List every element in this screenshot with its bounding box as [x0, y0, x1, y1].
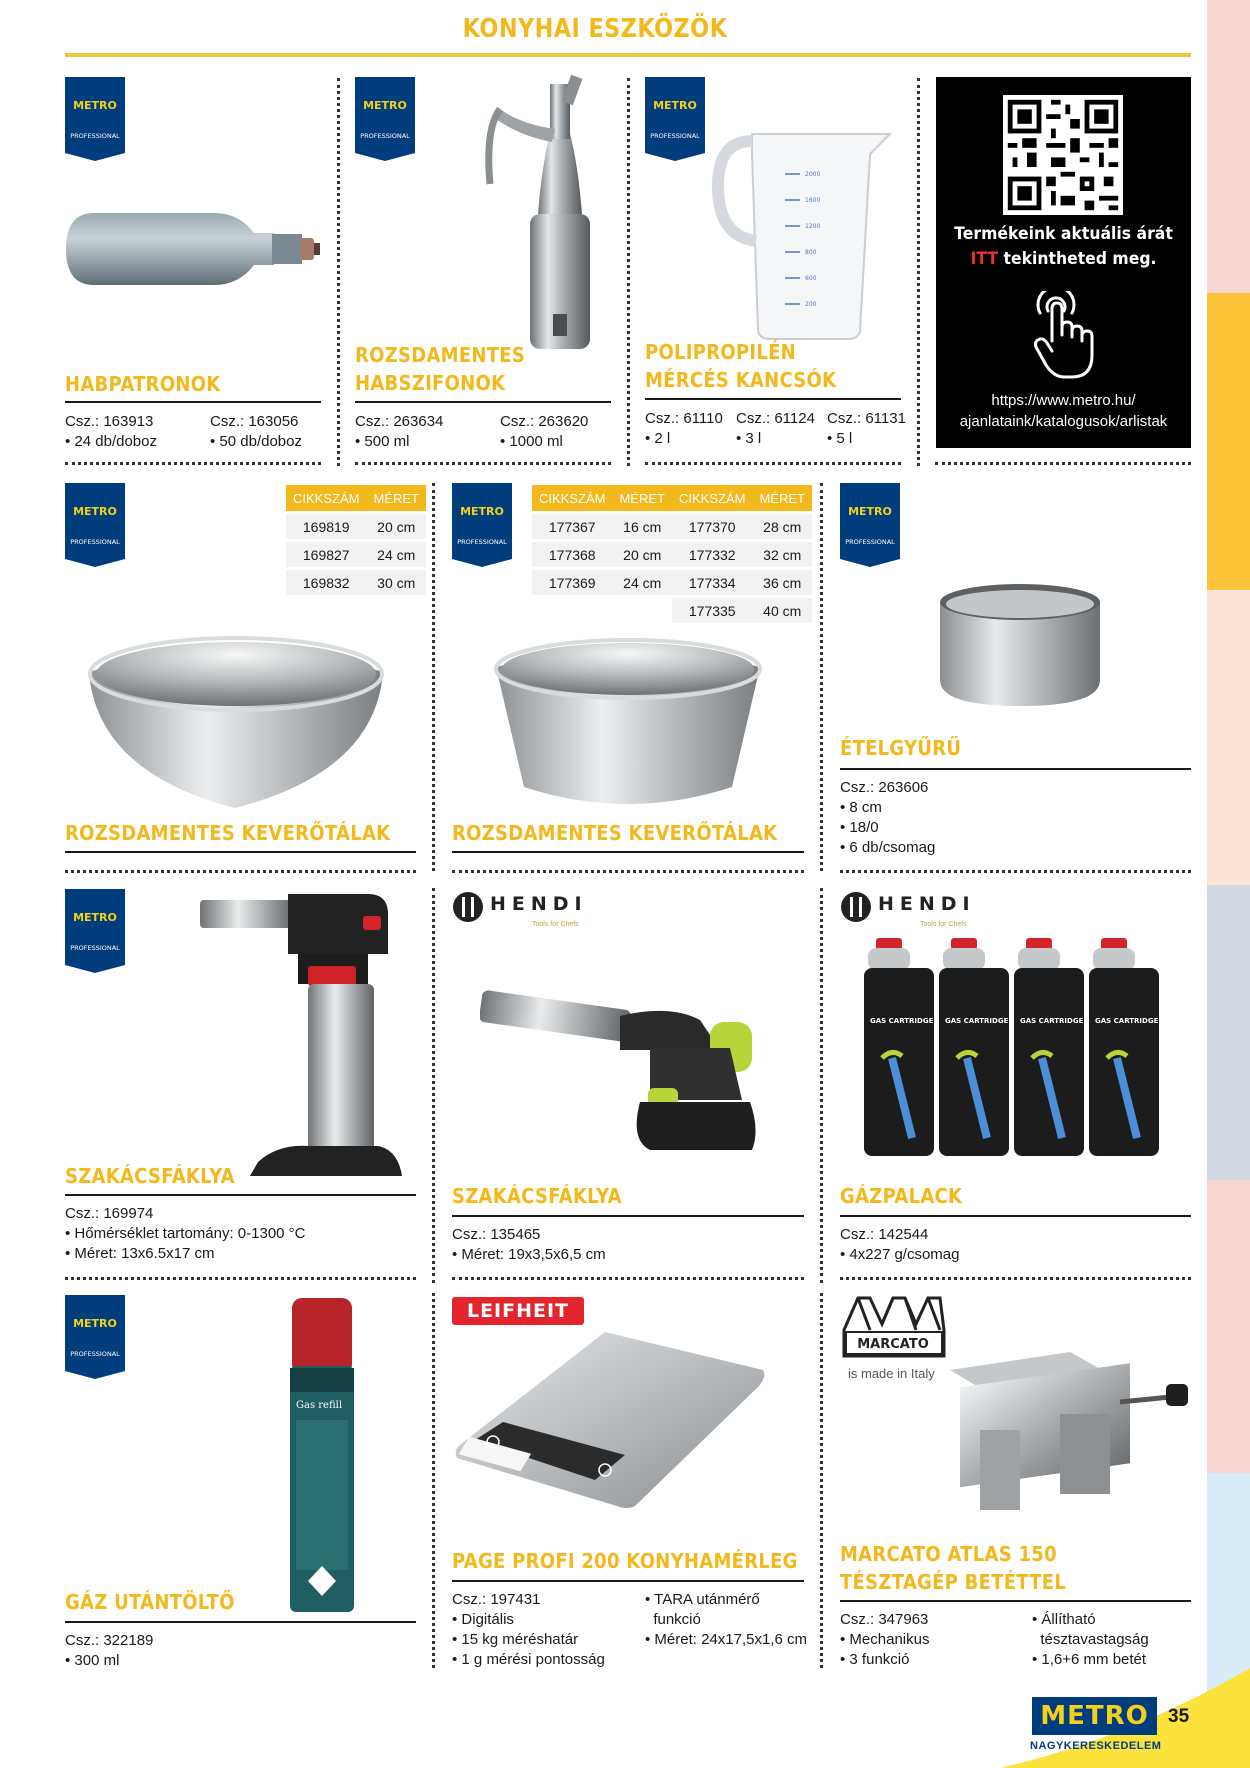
chef-torch-image	[198, 894, 404, 1186]
spec: • 3 funkció	[840, 1651, 910, 1668]
cell-sku: 177370	[672, 514, 752, 539]
spec: • Méret: 24x17,5x1,6 cm	[645, 1631, 807, 1648]
spec: • 4x227 g/csomag	[840, 1246, 960, 1263]
badge-metro-text: METRO	[460, 505, 504, 518]
col-header-size: MÉRET	[752, 485, 812, 511]
badge-professional-text: PROFESSIONAL	[360, 132, 410, 140]
badge-professional-text: PROFESSIONAL	[70, 1350, 120, 1358]
product-name-line2: TÉSZTAGÉP BETÉTTEL	[840, 1570, 1067, 1594]
marcato-logo	[840, 1294, 946, 1358]
table-row	[286, 542, 426, 567]
cell-size: 16 cm	[612, 514, 672, 539]
badge-professional-text: PROFESSIONAL	[70, 944, 120, 952]
separator	[820, 888, 823, 1283]
product-name: ROZSDAMENTES KEVERŐTÁLAK	[65, 821, 391, 845]
cell-sku: 177368	[532, 542, 612, 567]
product-name-line1: POLIPROPILÉN	[645, 340, 796, 364]
separator	[935, 462, 1191, 465]
separator	[355, 462, 611, 465]
col-header-sku: CIKKSZÁM	[286, 485, 366, 511]
spec: • Digitális	[452, 1611, 514, 1628]
product-info	[65, 412, 157, 452]
product-info	[840, 778, 935, 858]
svg-text:600: 600	[805, 275, 817, 282]
product-rule	[645, 398, 901, 400]
mixing-bowl-image	[85, 632, 387, 810]
product-name: GÁZ UTÁNTÖLTŐ	[65, 1590, 235, 1614]
badge-metro-text: METRO	[363, 99, 407, 112]
cell-size: 30 cm	[366, 570, 426, 595]
hendi-brand: HENDI	[878, 893, 976, 915]
metro-professional-badge	[645, 77, 705, 161]
cell-sku: 177334	[672, 570, 752, 595]
cream-siphon-image	[480, 74, 625, 354]
svg-text:800: 800	[805, 249, 817, 256]
cell-sku: 169832	[286, 570, 366, 595]
price-list-link[interactable]	[936, 390, 1191, 432]
hendi-logo-icon	[452, 891, 484, 923]
spec: • 1,6+6 mm betét	[1032, 1651, 1147, 1668]
badge-professional-text: PROFESSIONAL	[457, 538, 507, 546]
badge-professional-text: PROFESSIONAL	[845, 538, 895, 546]
spec: • TARA utánmérő	[645, 1591, 760, 1608]
product-rule	[65, 401, 321, 403]
sku: Csz.: 263606	[840, 779, 929, 796]
separator	[917, 78, 920, 466]
table-row	[532, 570, 672, 595]
product-info	[840, 1225, 960, 1265]
can-label: GAS CARTRIDGE	[945, 1017, 1009, 1025]
cell-sku: 177332	[672, 542, 752, 567]
cell-sku: 169827	[286, 542, 366, 567]
cell-size: 20 cm	[366, 514, 426, 539]
product-info	[210, 412, 302, 452]
spec: • Méret: 13x6.5x17 cm	[65, 1245, 215, 1262]
url-line1: https://www.metro.hu/	[991, 392, 1136, 409]
separator	[65, 870, 416, 873]
product-name: PAGE PROFI 200 KONYHAMÉRLEG	[452, 1549, 798, 1573]
qr-text-line2	[946, 247, 1181, 272]
size-table	[286, 482, 426, 598]
metro-professional-badge	[840, 483, 900, 567]
side-strip-peach	[1207, 590, 1250, 885]
separator	[820, 1293, 823, 1668]
qr-text-line2-rest: tekintheted meg.	[998, 249, 1157, 269]
spec: • 300 ml	[65, 1652, 120, 1669]
spec: • 3 l	[736, 430, 762, 447]
side-strip-pink	[1207, 0, 1250, 293]
product-name: SZAKÁCSFÁKLYA	[452, 1184, 622, 1208]
product-rule	[840, 1600, 1191, 1602]
col-header-sku: CIKKSZÁM	[672, 485, 752, 511]
sku: Csz.: 347963	[840, 1611, 929, 1628]
product-info	[827, 409, 906, 449]
sku: Csz.: 163913	[65, 413, 154, 430]
metro-professional-badge	[452, 483, 512, 567]
cell-sku: 177369	[532, 570, 612, 595]
product-rule	[452, 851, 804, 853]
product-name: GÁZPALACK	[840, 1184, 963, 1208]
metro-professional-badge	[65, 889, 125, 973]
hendi-tagline: Tools for Chefs	[920, 921, 967, 928]
product-info	[65, 1204, 306, 1264]
separator	[337, 78, 340, 466]
qr-text	[946, 222, 1181, 272]
product-info	[355, 412, 443, 452]
spec: • Mechanikus	[840, 1631, 930, 1648]
separator	[452, 870, 804, 873]
metro-professional-badge	[65, 77, 125, 161]
svg-text:1600: 1600	[805, 197, 821, 204]
product-name-line1: MARCATO ATLAS 150	[840, 1542, 1057, 1566]
metro-professional-badge	[65, 483, 125, 567]
qr-code-icon[interactable]	[1003, 95, 1123, 215]
col-header-size: MÉRET	[612, 485, 672, 511]
table-row	[532, 514, 672, 539]
separator	[65, 462, 321, 465]
product-rule	[452, 1215, 804, 1217]
product-name: HABPATRONOK	[65, 372, 221, 396]
product-info	[645, 409, 723, 449]
cream-charger-image	[64, 208, 322, 290]
sku: Csz.: 135465	[452, 1226, 541, 1243]
badge-professional-text: PROFESSIONAL	[650, 132, 700, 140]
metro-subtitle: NAGYKERESKEDELEM	[1030, 1740, 1162, 1752]
spec: • 18/0	[840, 819, 879, 836]
qr-itt-highlight: ITT	[970, 249, 999, 269]
product-info	[645, 1590, 807, 1650]
page-number: 35	[1168, 1706, 1190, 1727]
table-row	[672, 570, 812, 595]
product-name: ROZSDAMENTES KEVERŐTÁLAK	[452, 821, 778, 845]
hendi-logo-icon	[840, 891, 872, 923]
separator	[452, 1277, 804, 1280]
qr-text-line1: Termékeink aktuális árát	[954, 224, 1173, 244]
sku: Csz.: 263620	[500, 413, 589, 430]
badge-metro-text: METRO	[73, 505, 117, 518]
table-row	[672, 598, 812, 623]
table-row	[286, 514, 426, 539]
table-row	[672, 514, 812, 539]
badge-professional-text: PROFESSIONAL	[70, 538, 120, 546]
size-table	[532, 482, 672, 598]
badge-metro-text: METRO	[73, 911, 117, 924]
cell-size: 32 cm	[752, 542, 812, 567]
sku: Csz.: 169974	[65, 1205, 154, 1222]
marcato-tagline: is made in Italy	[848, 1366, 935, 1381]
can-label: GAS CARTRIDGE	[1095, 1017, 1159, 1025]
spec: • 24 db/doboz	[65, 433, 157, 450]
spec: • 500 ml	[355, 433, 410, 450]
page-title: KONYHAI ESZKÖZÖK	[462, 14, 728, 44]
col-header-size: MÉRET	[366, 485, 426, 511]
table-row	[286, 570, 426, 595]
chef-torch-image	[480, 990, 780, 1160]
marcato-logo-text: MARCATO	[857, 1337, 929, 1352]
table-row	[672, 542, 812, 567]
svg-text:1200: 1200	[805, 223, 821, 230]
badge-metro-text: METRO	[653, 99, 697, 112]
cell-size: 24 cm	[612, 570, 672, 595]
spec: • 50 db/doboz	[210, 433, 302, 450]
qr-price-panel[interactable]	[936, 77, 1191, 448]
side-strip-gray	[1207, 885, 1250, 1180]
product-rule	[65, 1621, 416, 1623]
separator	[432, 888, 435, 1283]
product-name: ÉTELGYŰRŰ	[840, 736, 962, 760]
cell-size: 24 cm	[366, 542, 426, 567]
badge-professional-text: PROFESSIONAL	[70, 132, 120, 140]
sku: Csz.: 197431	[452, 1591, 541, 1608]
product-name-line2: HABSZIFONOK	[355, 371, 506, 395]
spec: tésztavastagság	[1032, 1631, 1149, 1648]
cell-size: 20 cm	[612, 542, 672, 567]
gas-cartridges-image	[862, 938, 1162, 1163]
spec: • 8 cm	[840, 799, 882, 816]
metro-professional-badge	[355, 77, 415, 161]
hendi-tagline: Tools for Chefs	[532, 921, 579, 928]
cell-sku: 177367	[532, 514, 612, 539]
side-strip-yellow	[1207, 293, 1250, 590]
sku: Csz.: 61124	[736, 410, 815, 427]
gas-refill-can-image	[288, 1296, 356, 1614]
can-label: GAS CARTRIDGE	[870, 1017, 934, 1025]
product-info	[840, 1610, 929, 1670]
product-info	[1032, 1610, 1149, 1670]
side-strip-rose	[1207, 1180, 1250, 1473]
spec: • Méret: 19x3,5x6,5 cm	[452, 1246, 606, 1263]
url-line2: ajanlataink/katalogusok/arlistak	[959, 413, 1168, 430]
col-header-sku: CIKKSZÁM	[532, 485, 612, 511]
size-table	[672, 482, 812, 626]
cell-size: 28 cm	[752, 514, 812, 539]
separator	[840, 870, 1191, 873]
tap-hand-icon	[1032, 291, 1094, 381]
sku: Csz.: 142544	[840, 1226, 929, 1243]
product-name-line1: ROZSDAMENTES	[355, 343, 526, 367]
hendi-brand: HENDI	[490, 893, 588, 915]
title-rule	[65, 53, 1191, 57]
spec: • 5 l	[827, 430, 853, 447]
separator	[432, 1293, 435, 1668]
product-name: SZAKÁCSFÁKLYA	[65, 1164, 235, 1188]
spec: • Hőmérséklet tartomány: 0-1300 °C	[65, 1225, 306, 1242]
metro-logo: METRO	[1032, 1697, 1157, 1735]
product-info	[452, 1590, 605, 1670]
cell-size: 36 cm	[752, 570, 812, 595]
sku: Csz.: 61131	[827, 410, 906, 427]
product-rule	[355, 401, 611, 403]
product-rule	[65, 851, 416, 853]
spec: funkció	[645, 1611, 701, 1628]
spec: • 1 g mérési pontosság	[452, 1651, 605, 1668]
spec: • 2 l	[645, 430, 671, 447]
product-info	[65, 1631, 153, 1671]
spec: • 15 kg méréshatár	[452, 1631, 579, 1648]
cell-sku: 177335	[672, 598, 752, 623]
table-row	[532, 542, 672, 567]
cell-size: 40 cm	[752, 598, 812, 623]
cell-sku: 169819	[286, 514, 366, 539]
product-info	[736, 409, 815, 449]
separator	[645, 462, 901, 465]
svg-text:200: 200	[805, 301, 817, 308]
food-ring-image	[935, 580, 1105, 710]
product-rule	[452, 1580, 804, 1582]
product-rule	[840, 768, 1191, 770]
product-rule	[840, 1215, 1191, 1217]
spec: • 6 db/csomag	[840, 839, 936, 856]
product-rule	[65, 1194, 416, 1196]
can-label: Gas refill	[296, 1400, 343, 1411]
metro-professional-badge	[65, 1295, 125, 1379]
sku: Csz.: 61110	[645, 410, 723, 427]
badge-metro-text: METRO	[73, 1317, 117, 1330]
separator	[432, 483, 435, 871]
badge-metro-text: METRO	[848, 505, 892, 518]
separator	[65, 1277, 416, 1280]
separator	[627, 78, 630, 466]
badge-metro-text: METRO	[73, 99, 117, 112]
separator	[820, 483, 823, 871]
sku: Csz.: 322189	[65, 1632, 154, 1649]
svg-text:2000: 2000	[805, 171, 821, 178]
measuring-jug-image	[710, 126, 900, 341]
separator	[840, 1277, 1191, 1280]
kitchen-scale-image	[455, 1330, 765, 1508]
product-name-line2: MÉRCÉS KANCSÓK	[645, 368, 837, 392]
pasta-machine-image	[940, 1350, 1190, 1530]
leifheit-logo: LEIFHEIT	[452, 1297, 584, 1325]
spec: • Állítható	[1032, 1611, 1096, 1628]
can-label: GAS CARTRIDGE	[1020, 1017, 1084, 1025]
sku: Csz.: 163056	[210, 413, 299, 430]
product-info	[452, 1225, 606, 1265]
sku: Csz.: 263634	[355, 413, 444, 430]
mixing-bowl-image	[492, 637, 764, 809]
product-info	[500, 412, 588, 452]
spec: • 1000 ml	[500, 433, 563, 450]
